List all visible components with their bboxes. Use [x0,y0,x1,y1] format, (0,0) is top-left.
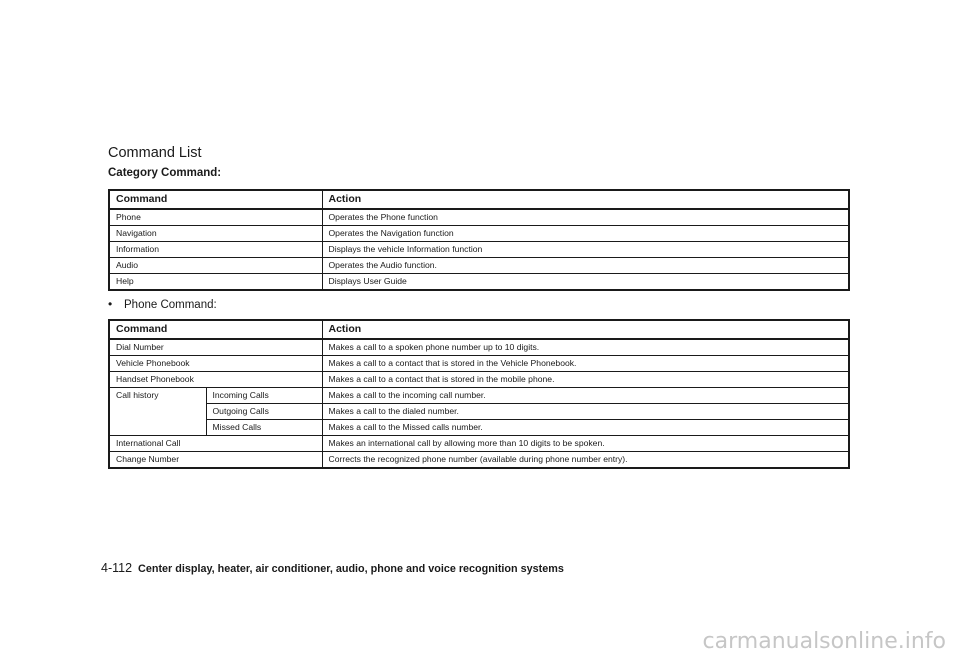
watermark: carmanualsonline.info [702,629,946,654]
column-header-command: Command [109,190,322,209]
table-row [109,356,849,372]
page-footer [101,561,564,575]
action-cell: Operates the Navigation function [322,226,849,242]
table-row [109,242,849,258]
category-heading: Category Command: [108,167,222,179]
table-header-row [109,320,849,339]
command-cell: Help [109,274,322,291]
action-cell: Makes an international call by allowing more than 10 digits to be spoken. [322,436,849,452]
command-cell: Audio [109,258,322,274]
section-title: Command List [108,145,202,161]
command-cell: Information [109,242,322,258]
command-cell: Handset Phonebook [109,372,322,388]
command-cell: Vehicle Phonebook [109,356,322,372]
action-cell: Makes a call to a spoken phone number up to 10 digits. [322,339,849,356]
table-row [109,258,849,274]
chapter-title: Center display, heater, air conditioner, audio, phone and voice recognition systems [138,563,564,575]
action-cell: Makes a call to the dialed number. [322,404,849,420]
column-header-action: Action [322,320,849,339]
phone-command-heading [108,297,217,311]
action-cell: Makes a call to a contact that is stored in the Vehicle Phonebook. [322,356,849,372]
table-row [109,436,849,452]
action-cell: Displays User Guide [322,274,849,291]
action-cell: Corrects the recognized phone number (available during phone number entry). [322,452,849,469]
table-row [109,274,849,291]
phone-command-table [108,319,850,469]
table-row [109,420,849,436]
action-cell: Makes a call to the incoming call number. [322,388,849,404]
table-row [109,226,849,242]
command-cell: Phone [109,209,322,226]
sub-command-cell: Outgoing Calls [206,404,322,420]
category-command-table [108,189,850,291]
column-header-command: Command [109,320,322,339]
table-row [109,372,849,388]
sub-command-cell: Missed Calls [206,420,322,436]
action-cell: Makes a call to the Missed calls number. [322,420,849,436]
command-cell: Change Number [109,452,322,469]
table-row [109,209,849,226]
table-row [109,404,849,420]
table-row [109,388,849,404]
action-cell: Makes a call to a contact that is stored in the mobile phone. [322,372,849,388]
action-cell: Operates the Audio function. [322,258,849,274]
action-cell: Displays the vehicle Information function [322,242,849,258]
column-header-action: Action [322,190,849,209]
action-cell: Operates the Phone function [322,209,849,226]
command-cell: Dial Number [109,339,322,356]
phone-heading-text: Phone Command: [124,299,217,311]
bullet-icon: • [108,297,113,311]
table-row [109,339,849,356]
table-header-row [109,190,849,209]
sub-command-cell: Incoming Calls [206,388,322,404]
call-history-cell: Call history [109,388,206,436]
page-number: 4-112 [101,561,133,575]
table-row [109,452,849,469]
command-cell: International Call [109,436,322,452]
command-cell: Navigation [109,226,322,242]
